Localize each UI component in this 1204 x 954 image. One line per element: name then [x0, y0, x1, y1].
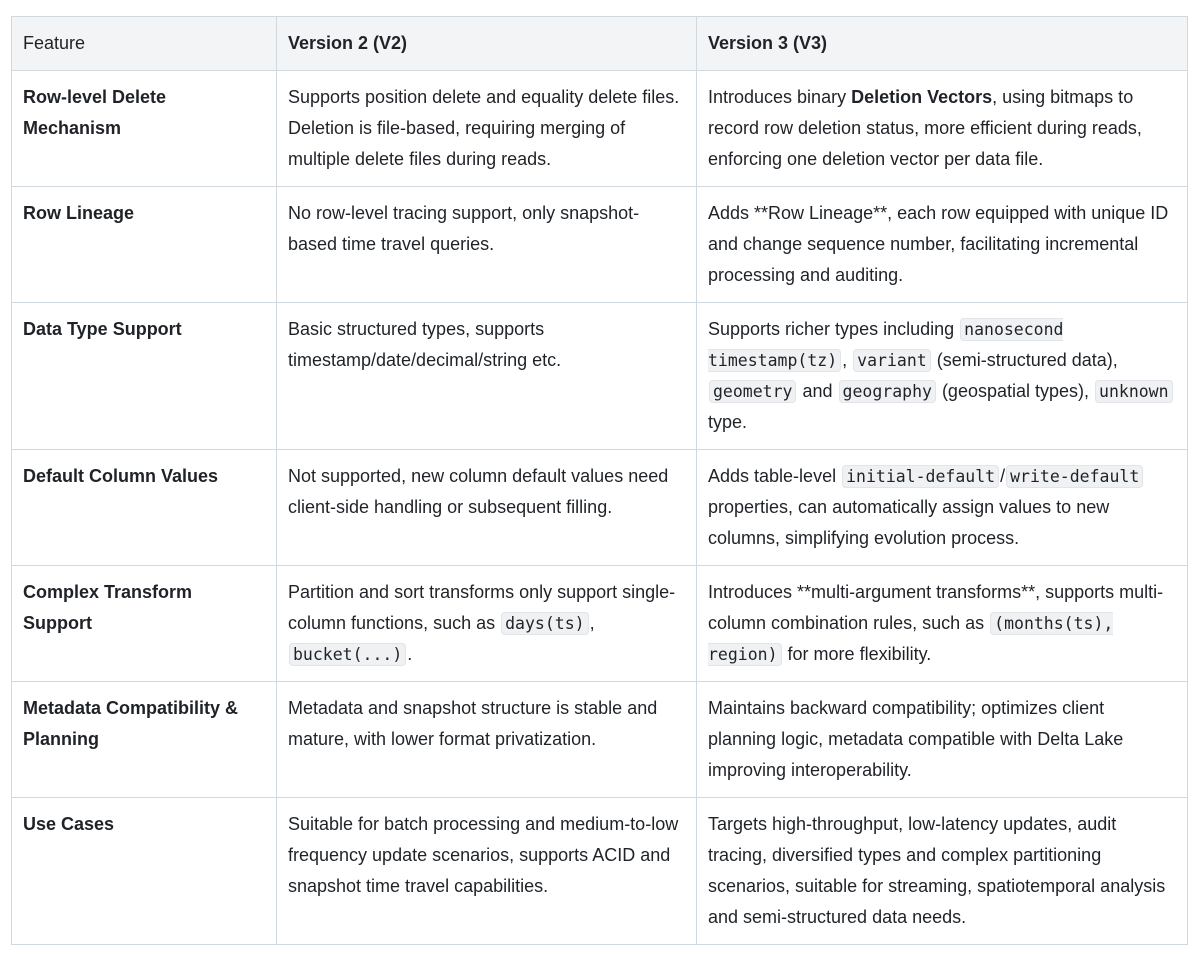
table-row: [12, 303, 1188, 450]
feature-cell: Data Type Support: [12, 303, 277, 450]
feature-cell: Metadata Compatibility & Planning: [12, 682, 277, 798]
cell-text: /: [1000, 466, 1006, 486]
cell-text: .: [407, 644, 413, 664]
cell-text: Adds table-level: [708, 466, 842, 486]
feature-cell: Complex Transform Support: [12, 566, 277, 682]
table-header-row: [12, 17, 1188, 71]
cell-text: Supports richer types including: [708, 319, 960, 339]
cell-text: properties, can automatically assign values to new columns, simplifying evolution process.: [708, 497, 1110, 548]
v3-cell: Maintains backward compatibility; optimizes client planning logic, metadata compatible with Delta Lake improving interoperability.: [697, 682, 1188, 798]
inline-code: variant: [853, 349, 931, 372]
feature-cell: Row-level Delete Mechanism: [12, 71, 277, 187]
cell-text: type.: [708, 412, 748, 432]
cell-text: and: [797, 381, 838, 401]
inline-code: geometry: [709, 380, 796, 403]
v3-cell: [697, 450, 1188, 566]
v2-cell: Supports position delete and equality delete files. Deletion is file-based, requiring merging of multiple delete files during reads.: [277, 71, 697, 187]
inline-code: days(ts): [501, 612, 588, 635]
header-feature: Feature: [12, 17, 277, 71]
cell-text: Introduces binary: [708, 87, 852, 107]
inline-code: unknown: [1095, 380, 1173, 403]
v3-cell: [697, 303, 1188, 450]
table-row: [12, 798, 1188, 945]
table-row: [12, 682, 1188, 798]
cell-text: Introduces **multi-argument transforms**, supports multi-column combination rules, such as: [708, 582, 1164, 633]
v2-cell: Metadata and snapshot structure is stable and mature, with lower format privatization.: [277, 682, 697, 798]
v2-cell: [277, 566, 697, 682]
cell-text: ,: [842, 350, 853, 370]
cell-text: , using bitmaps to record row deletion status, more efficient during reads, enforcing one deletion vector per data file.: [708, 87, 1142, 169]
inline-code: geography: [839, 380, 936, 403]
bold-text: Deletion Vectors: [851, 87, 993, 107]
cell-text: (semi-structured data),: [931, 350, 1118, 370]
v2-cell: Basic structured types, supports timestamp/date/decimal/string etc.: [277, 303, 697, 450]
comparison-table: [11, 16, 1188, 945]
header-version-2: Version 2 (V2): [277, 17, 697, 71]
v2-cell: Suitable for batch processing and medium-to-low frequency update scenarios, supports ACID and snapshot time travel capabilities.: [277, 798, 697, 945]
feature-cell: Row Lineage: [12, 187, 277, 303]
cell-text: (geospatial types),: [936, 381, 1095, 401]
v2-cell: No row-level tracing support, only snapshot-based time travel queries.: [277, 187, 697, 303]
feature-cell: Use Cases: [12, 798, 277, 945]
table-row: [12, 187, 1188, 303]
v3-cell: Targets high-throughput, low-latency updates, audit tracing, diversified types and complex partitioning scenarios, suitable for streaming, spatiotemporal analysis and semi-structured data needs.: [697, 798, 1188, 945]
inline-code: bucket(...): [289, 643, 406, 666]
table-row: [12, 450, 1188, 566]
inline-code: nanosecond timestamp(tz): [708, 320, 1064, 370]
inline-code: write-default: [1006, 465, 1143, 488]
cell-text: ,: [589, 613, 595, 633]
inline-code: (months(ts), region): [708, 614, 1114, 664]
table-row: [12, 71, 1188, 187]
v2-cell: Not supported, new column default values need client-side handling or subsequent filling.: [277, 450, 697, 566]
header-version-3: Version 3 (V3): [697, 17, 1188, 71]
inline-code: initial-default: [842, 465, 999, 488]
cell-text: for more flexibility.: [782, 644, 932, 664]
feature-cell: Default Column Values: [12, 450, 277, 566]
table-row: [12, 566, 1188, 682]
v3-cell: [697, 566, 1188, 682]
v3-cell: Adds **Row Lineage**, each row equipped with unique ID and change sequence number, facilitating incremental processing and auditing.: [697, 187, 1188, 303]
cell-text: Partition and sort transforms only support single-column functions, such as: [288, 582, 676, 633]
v3-cell: [697, 71, 1188, 187]
